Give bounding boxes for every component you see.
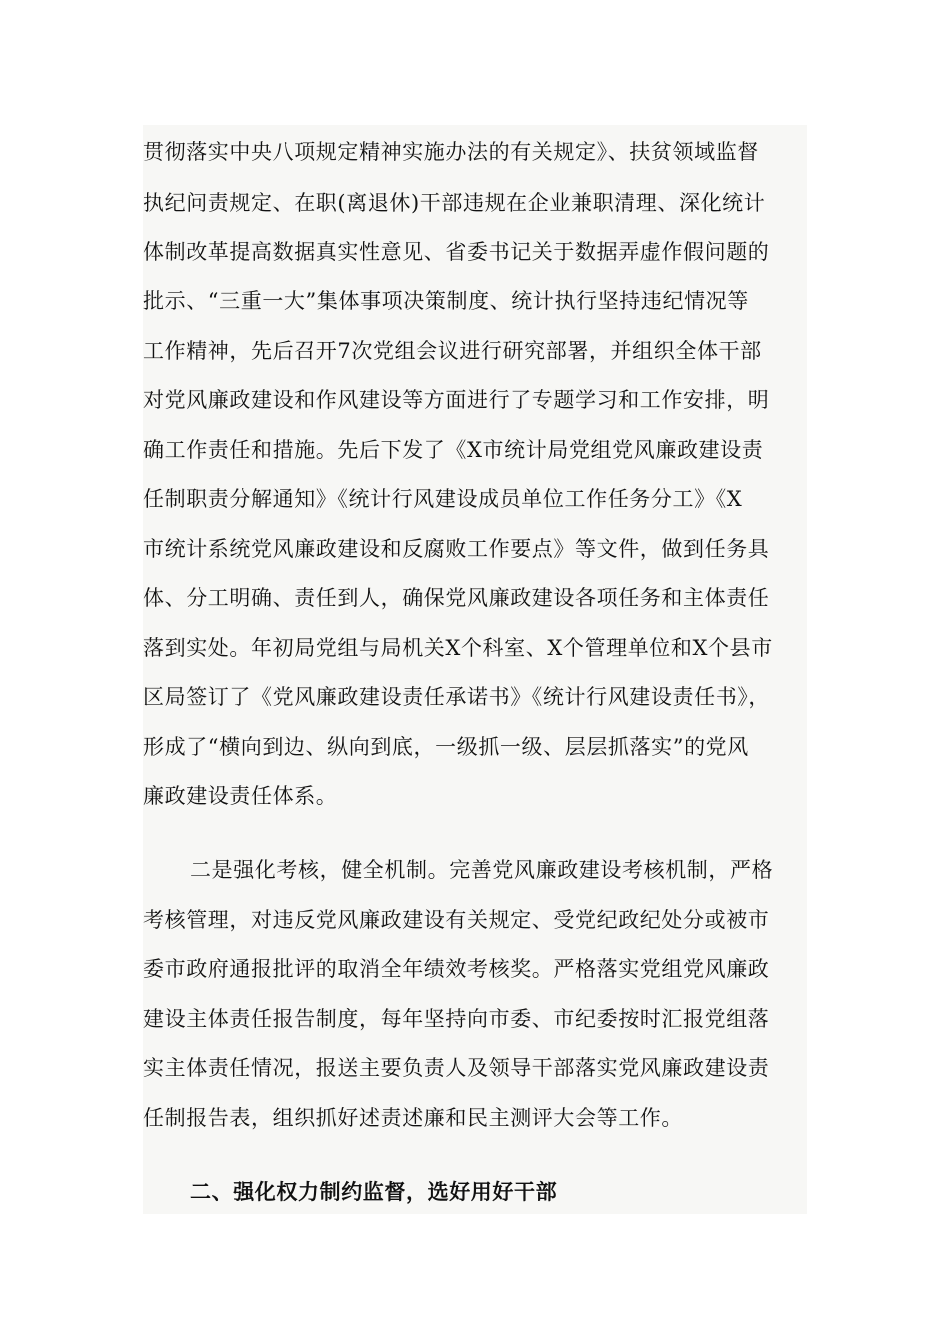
text-line: 体制改革提高数据真实性意见、省委书记关于数据弄虚作假问题的 <box>143 240 770 264</box>
section-heading: 二、强化权力制约监督，选好用好干部 <box>190 1179 558 1204</box>
text-line: 实主体责任情况，报送主要负责人及领导干部落实党风廉政建设责 <box>143 1056 770 1080</box>
text-line: 廉政建设责任体系。 <box>143 784 338 808</box>
text-line: 区局签订了《党风廉政建设责任承诺书》《统计行风建设责任书》， <box>143 685 770 709</box>
text-line: 任制职责分解通知》《统计行风建设成员单位工作任务分工》《X <box>143 487 743 511</box>
text-line: 工作精神，先后召开7次党组会议进行研究部署，并组织全体干部 <box>143 339 762 363</box>
text-line: 贯彻落实中央八项规定精神实施办法的有关规定》、扶贫领域监督 <box>143 140 759 164</box>
text-line: 市统计系统党风廉政建设和反腐败工作要点》等文件，做到任务具 <box>143 537 770 561</box>
text-line: 考核管理，对违反党风廉政建设有关规定、受党纪政纪处分或被市 <box>143 908 770 932</box>
text-line: 建设主体责任报告制度，每年坚持向市委、市纪委按时汇报党组落 <box>143 1007 770 1031</box>
text-line: 任制报告表，组织抓好述责述廉和民主测评大会等工作。 <box>143 1106 683 1130</box>
text-line: 落到实处。年初局党组与局机关X个科室、X个管理单位和X个县市 <box>143 636 773 660</box>
text-line: 委市政府通报批评的取消全年绩效考核奖。严格落实党组党风廉政 <box>143 957 770 981</box>
text-line: 体、分工明确、责任到人，确保党风廉政建设各项任务和主体责任 <box>143 586 770 610</box>
text-line: 形成了“横向到边、纵向到底，一级抓一级、层层抓落实”的党风 <box>143 735 749 759</box>
text-line: 批示、“三重一大”集体事项决策制度、统计执行坚持违纪情况等 <box>143 289 749 313</box>
text-line: 二是强化考核，健全机制。完善党风廉政建设考核机制，严格 <box>190 858 774 882</box>
text-line: 对党风廉政建设和作风建设等方面进行了专题学习和工作安排，明 <box>143 388 770 412</box>
text-line: 确工作责任和措施。先后下发了《X市统计局党组党风廉政建设责 <box>143 438 764 462</box>
text-line: 执纪问责规定、在职(离退休)干部违规在企业兼职清理、深化统计 <box>143 191 766 215</box>
